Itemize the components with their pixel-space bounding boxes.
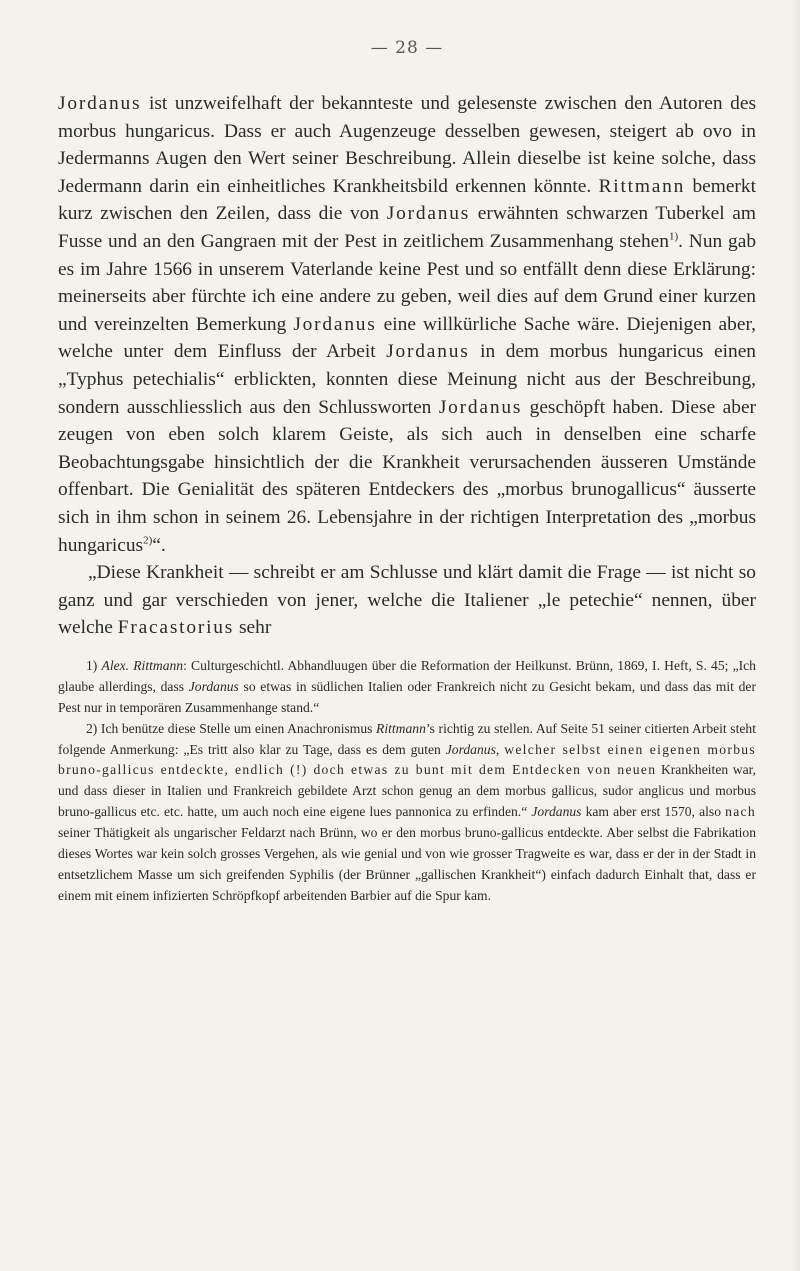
text-run: Jordanus: [293, 313, 377, 335]
text-run: . Nun gab es im Jahre 1566 in unserem Vaterlande keine Pest und so entfällt denn diese Erklärung: meinerseits aber fürchte ich eine andere zu geben, weil dies auf dem Grund einer kurzen und vereinzelten Bemerkung: [58, 230, 757, 335]
text-run: Jordanus: [188, 678, 239, 694]
text-run: ist unzweifelhaft der bekannteste und gelesenste zwischen den Autoren des morbus hungaricus. Dass er auch Augenzeuge desselben gewesen, steigert ab ovo in Jedermanns Augen den Wert seiner Beschreibung. Allein dieselbe ist keine solche, dass Jedermann darin ein einheitliches Krankheitsbild erkennen könnte.: [58, 93, 756, 197]
text-run: Alex. Rittmann: [101, 657, 184, 673]
text-run: Fracastorius: [117, 617, 235, 639]
text-run: ,: [495, 741, 505, 757]
text-run: 1): [86, 657, 102, 673]
main-text: [58, 90, 756, 642]
text-run: 2): [143, 534, 153, 547]
text-run: erwähnten schwarzen Tuberkel am Fusse und an den Gangraen mit der Pest in zeitlichem Zusammenhang stehen: [58, 203, 756, 252]
paragraph-2: [58, 559, 756, 642]
text-run: Rittmann: [598, 175, 686, 197]
text-run: geschöpft haben. Diese aber zeugen von eben solch klarem Geiste, als sich auch in denselben eine scharfe Beobachtungsgabe hinsichtlich der die Krankheit verursachenden äusseren Umstände offenbart. Die Genialität des späteren Entdeckers des „morbus brunogallicus“ äusserte sich in ihm schon in seinem 26. Lebensjahre in der richtigen Interpretation des „morbus hungaricus: [58, 396, 757, 556]
text-run: Jordanus: [445, 741, 496, 757]
text-run: kam aber erst 1570, also: [581, 804, 726, 820]
text-run: Rittmann: [376, 720, 426, 736]
footnotes: [58, 656, 756, 907]
text-run: in dem morbus hungaricus einen „Typhus petechialis“ erblickten, konnten diese Meinung nicht aus der Beschreibung, sondern ausschliesslich aus den Schlussworten: [58, 341, 756, 418]
text-run: „Diese Krankheit — schreibt er am Schlusse und klärt damit die Frage — ist nicht so ganz und gar verschieden von jener, welche die Italiener „le petechie“ nennen, über welche: [58, 562, 756, 639]
page-edge-shadow: [790, 0, 800, 1271]
text-run: so etwas in südlichen Italien oder Frankreich nicht zu Gesicht bekam, und dass das mit der Pest nur in temporären Zusammenhange stand.“: [58, 678, 756, 715]
text-run: Jordanus: [58, 93, 142, 114]
paragraph-1: [58, 90, 756, 559]
text-run: seiner Thätigkeit als ungarischer Feldarzt nach Brünn, wo er den morbus bruno-gallicus entdeckte. Aber selbst die Fabrikation dieses Wortes war kein solch grosses Vergehen, als wie genial und von wie grosser Tragweite es war, dass er der in der Stadt in entsetzlichem Masse um sich greifenden Syphilis (der Brünner „gallischen Krankheit“) einfach dadurch Einhalt that, dass er einem mit einem infizierten Schröpfkopf arbeitenden Barbier auf die Spur kam.: [58, 825, 756, 903]
text-run: Jordanus: [386, 341, 470, 363]
text-run: Jordanus: [386, 203, 471, 225]
text-run: sehr: [234, 617, 272, 639]
text-run: 1): [668, 230, 679, 243]
text-run: : Culturgeschichtl. Abhandluugen über die Reformation der Heilkunst. Brünn, 1869, I. Heft, S. 45; „Ich glaube allerdings, dass: [58, 657, 756, 694]
text-run: ’s richtig zu stellen. Auf Seite 51 seiner citierten Arbeit steht folgende Anmerkung: „Es tritt also klar zu Tage, dass es dem guten: [58, 720, 756, 757]
footnote-1: [58, 656, 756, 719]
page-number: — 28 —: [370, 38, 444, 58]
text-run: “.: [152, 534, 166, 556]
text-run: Jordanus: [531, 804, 582, 820]
text-run: Krankheiten war, und dass dieser in Italien und Frankreich gebildete Arzt schon genug an dem morbus gallicus, sudor anglicus und morbus bruno-gallicus etc. etc. hatte, um auch noch eine eigene lues pannonica zu erfinden.“: [58, 762, 756, 820]
text-run: eine willkürliche Sache wäre. Diejenigen aber, welche unter dem Einfluss der Arbeit: [58, 313, 756, 363]
text-run: welcher selbst einen eigenen morbus bruno-gallicus entdeckte, endlich (!) doch etwas zu bunt mit dem Entdecken von neuen: [58, 741, 756, 778]
footnote-2: [58, 719, 756, 907]
text-run: nach: [725, 804, 756, 820]
text-run: Jordanus: [438, 396, 523, 418]
text-run: bemerkt kurz zwischen den Zeilen, dass die von: [58, 175, 756, 225]
text-run: 2) Ich benütze diese Stelle um einen Anachronismus: [86, 720, 377, 736]
